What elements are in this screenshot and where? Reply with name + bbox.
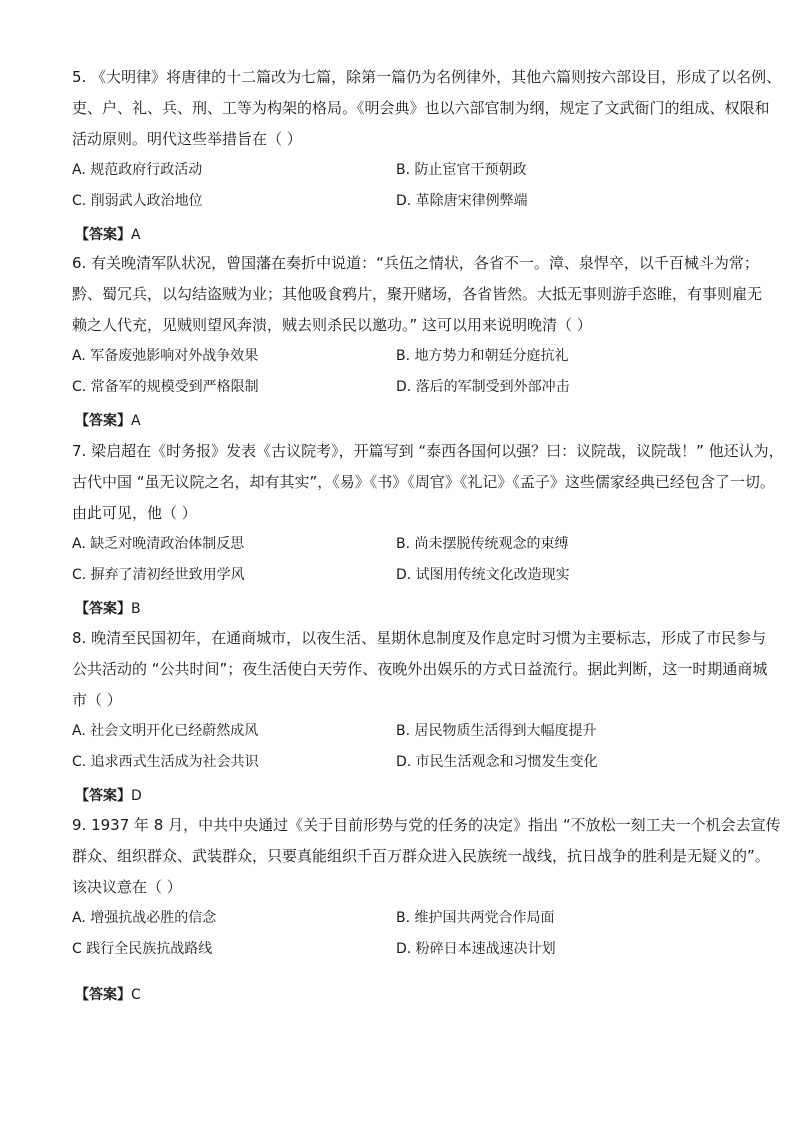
question-text-line: 古代中国 “虽无议院之名，却有其实”，《易》《书》《周官》《礼记》《孟子》这些儒家经典已经包含了一切。 <box>72 473 775 491</box>
option-c: C 践行全民族抗战路线 <box>72 941 213 957</box>
answer-row <box>75 985 724 1005</box>
question-text-line: 赖之人代充，见贼则望风奔溃，贼去则杀民以邀功。” 这可以用来说明晚清（ ） <box>72 316 592 334</box>
answer-value: B <box>131 601 141 617</box>
option-d: D. 试图用传统文化改造现实 <box>396 567 570 583</box>
question-text-line: 由此可见，他（ ） <box>72 504 197 522</box>
question-9 <box>72 810 781 1005</box>
question-text-line: 市（ ） <box>72 691 122 709</box>
question-text-line: 活动原则。明代这些举措旨在（ ） <box>72 130 302 148</box>
option-c: C. 摒弃了清初经世致用学风 <box>72 567 245 583</box>
option-c: C. 常备军的规模受到严格限制 <box>72 379 259 395</box>
option-b: B. 地方势力和朝廷分庭抗礼 <box>396 348 569 364</box>
answer-value: A <box>131 227 141 243</box>
question-5 <box>72 62 782 245</box>
option-b: B. 维护国共两党合作局面 <box>396 910 555 926</box>
answer-value: A <box>131 413 141 429</box>
answer-row <box>75 411 724 431</box>
option-d: D. 粉碎日本速战速决计划 <box>396 941 556 957</box>
answer-value: D <box>131 788 142 804</box>
question-text-line: 8. 晚清至民国初年，在通商城市，以夜生活、星期休息制度及作息定时习惯为主要标志，形成了市民参与 <box>72 629 767 647</box>
question-text-line: 该决议意在（ ） <box>72 878 182 896</box>
question-6 <box>72 248 763 431</box>
option-c: C. 削弱武人政治地位 <box>72 193 203 209</box>
options-grid <box>72 529 724 591</box>
options-grid <box>72 155 724 217</box>
option-a: A. 缺乏对晚清政治体制反思 <box>72 536 245 552</box>
answer-row <box>75 599 724 619</box>
answer-label: 【答案】 <box>75 788 131 804</box>
option-d: D. 落后的军制受到外部冲击 <box>396 379 570 395</box>
question-text-line: 6. 有关晚清军队状况，曾国藩在奏折中说道：“兵伍之情状，各省不一。漳、泉悍卒，以千百械斗为常； <box>72 254 759 272</box>
answer-value: C <box>131 987 141 1003</box>
question-text-line: 公共活动的 “公共时间”；夜生活使白天劳作、夜晚外出娱乐的方式日益流行。据此判断，这一时期通商城 <box>72 660 768 678</box>
question-text-line: 9. 1937 年 8 月，中共中央通过《关于目前形势与党的任务的决定》指出 “不放松一刻工夫一个机会去宣传 <box>72 816 781 834</box>
option-d: D. 市民生活观念和习惯发生变化 <box>396 754 598 770</box>
question-8 <box>72 623 768 806</box>
answer-row <box>75 786 724 806</box>
answer-label: 【答案】 <box>75 987 131 1003</box>
answer-label: 【答案】 <box>75 413 131 429</box>
options-grid <box>72 903 724 965</box>
question-text-line: 吏、户、礼、兵、刑、工等为构架的格局。《明会典》也以六部官制为纲，规定了文武衙门的组成、权限和 <box>72 99 770 117</box>
options-grid <box>72 341 724 403</box>
option-b: B. 防止宦官干预朝政 <box>396 162 527 178</box>
question-text-line: 7. 梁启超在《时务报》发表《古议院考》，开篇写到 “泰西各国何以强？曰：议院哉，议院哉！” 他还认为， <box>72 442 784 460</box>
answer-label: 【答案】 <box>75 601 131 617</box>
option-d: D. 革除唐宋律例弊端 <box>396 193 528 209</box>
question-text-line: 黔、蜀冗兵，以勾结盗贼为业；其他吸食鸦片，聚开赌场，各省皆然。大抵无事则游手恣睢，有事则雇无 <box>72 285 763 303</box>
option-a: A. 规范政府行政活动 <box>72 162 203 178</box>
option-c: C. 追求西式生活成为社会共识 <box>72 754 259 770</box>
answer-row <box>75 225 724 245</box>
options-grid <box>72 716 724 778</box>
option-b: B. 居民物质生活得到大幅度提升 <box>396 723 597 739</box>
option-a: A. 军备废弛影响对外战争效果 <box>72 348 259 364</box>
option-a: A. 社会文明开化已经蔚然成风 <box>72 723 259 739</box>
answer-label: 【答案】 <box>75 227 131 243</box>
option-a: A. 增强抗战必胜的信念 <box>72 910 217 926</box>
question-text-line: 5. 《大明律》将唐律的十二篇改为七篇，除第一篇仍为名例律外，其他六篇则按六部设目，形成了以名例、 <box>72 68 782 86</box>
option-b: B. 尚未摆脱传统观念的束缚 <box>396 536 569 552</box>
question-7 <box>72 436 784 619</box>
question-text-line: 群众、组织群众、武装群众，只要真能组织千百万群众进入民族统一战线，抗日战争的胜利是无疑义的”。 <box>72 847 770 865</box>
